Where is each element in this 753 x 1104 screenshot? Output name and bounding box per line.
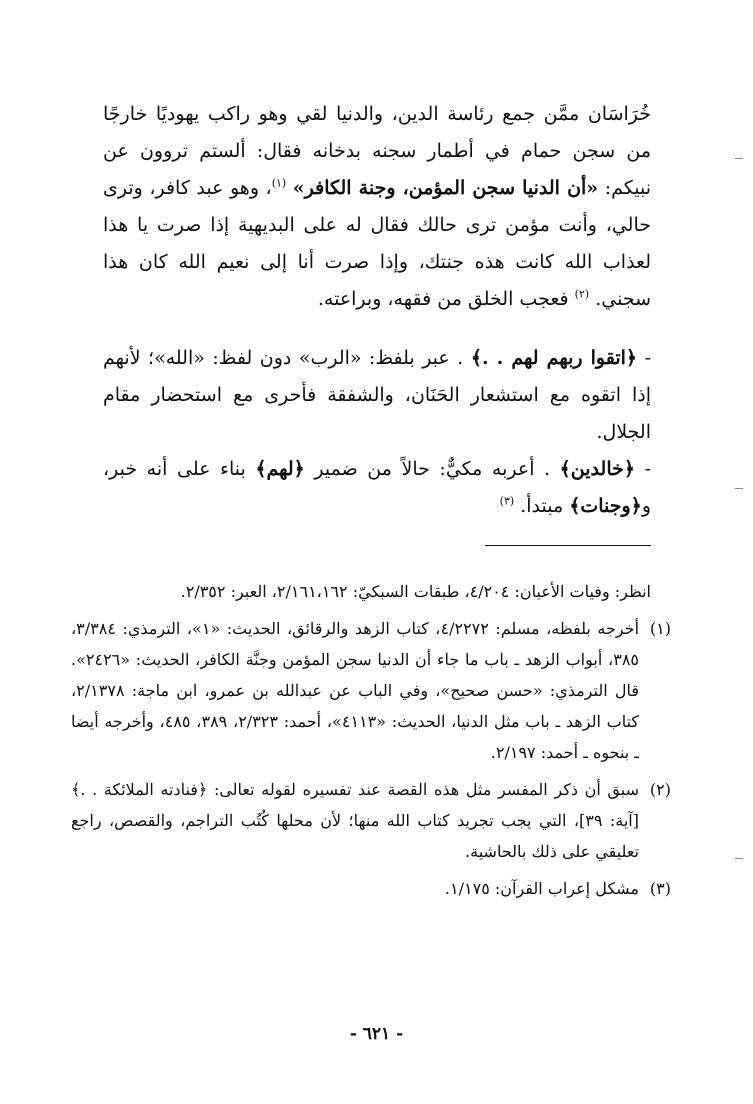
footnote-separator <box>485 545 651 546</box>
verse-quote: ﴿وجنات﴾ <box>569 495 642 517</box>
footnote-1 <box>71 613 671 768</box>
paragraph-story <box>103 96 651 318</box>
page-edge-mark <box>735 158 743 159</box>
footnote-number: (٢) <box>649 780 671 799</box>
footnote-intro: انظر: وفيات الأعيان: ٤/٢٠٤، طبقات السبكيّ: ٢/١٦١،١٦٢، العبر: ٢/٣٥٢. <box>180 582 651 601</box>
grammar-text: مبتدأ. <box>520 495 564 517</box>
paragraph-gap <box>103 318 651 340</box>
commentary-text: . عبر بلفظ: «الرب» دون لفظ: «الله»؛ لأنهم إذا اتقوه مع استشعار الحَنَان، والشفقة فأحرى مع استحضار مقام الجلال. <box>103 347 651 443</box>
verse-quote: ﴿لهم﴾ <box>255 458 305 480</box>
footnote-text: سبق أن ذكر المفسر مثل هذه القصة عند تفسيره لقوله تعالى: ﴿فنادته الملائكة . .﴾ [آية: ٣٩]، التي يجب تجريد كتاب الله منها؛ لأن محلها كُتُب التراجم، والقصص، راجع تعليقي على ذلك بالحاشية. <box>71 780 640 861</box>
footnote-ref-3: (٣) <box>499 494 515 508</box>
paragraph-grammar <box>103 451 651 525</box>
dash: - <box>637 347 651 369</box>
dash: - <box>635 458 651 480</box>
footnote-3 <box>71 873 671 904</box>
footnotes <box>71 576 671 910</box>
story-text: خُرَاسَان ممَّن جمع رئاسة الدين، والدنيا لقي وهو راكب يهوديًا خارجًا من سجن حمام في أطمار سجنه بدخانه فقال: ألستم تروون عن نبيكم: <box>103 103 652 199</box>
grammar-text: بناء على أنه خبر، و <box>103 458 651 517</box>
footnote-number: (٣) <box>649 879 671 898</box>
hadith-quote: «أن الدنيا سجن المؤمن، وجنة الكافر» <box>292 177 599 199</box>
page-edge-mark <box>735 488 743 489</box>
footnote-2 <box>71 774 671 867</box>
story-text-continued: ، وهو عبد كافر، وترى حالي، وأنت مؤمن ترى حالك فقال له على البديهية إذا صرت يا هذا لعذاب الله كانت هذه جنتك، وإذا صرت أنا إلى نعيم الله كان هذا سجني. <box>103 177 651 310</box>
paragraph-verse-commentary <box>103 340 651 451</box>
footnote-number: (١) <box>649 619 671 638</box>
verse-quote: ﴿خالدين﴾ <box>559 458 635 480</box>
footnote-text: أخرجه بلفظه، مسلم: ٤/٢٢٧٢، كتاب الزهد والرقائق، الحديث: «١»، الترمذي: ٣/٣٨٤، ٣٨٥، أبواب الزهد ـ باب ما جاء أن الدنيا سجن المؤمن وجنَّة الكافر، الحديث: «٢٤٢٦». قال الترمذي: «حسن صحيح»، وفي الباب عن عبدالله بن عمرو، ابن ماجة: ٢/١٣٧٨، كتاب الزهد ـ باب مثل الدنيا، الحديث: «٤١١٣»، أحمد: ٢/٣٢٣، ٣٨٩، ٤٨٥، وأخرجه أيضا ـ بنحوه ـ أحمد: ٢/١٩٧. <box>71 619 640 762</box>
footnote-text: مشكل إعراب القرآن: ١/١٧٥. <box>444 879 639 898</box>
page-number: - ٦٢١ - <box>349 1024 404 1044</box>
grammar-text: . أعربه مكيٌّ: حالاً من ضمير <box>304 458 551 480</box>
verse-quote: ﴿اتقوا ربهم لهم . .﴾ <box>470 347 638 369</box>
footnote-ref-2: (٢) <box>574 287 590 301</box>
main-text <box>103 96 651 525</box>
story-text-end: فعجب الخلق من فقهه، وبراعته. <box>317 288 575 310</box>
page-edge-mark <box>735 858 743 859</box>
footnote-ref-1: (١) <box>271 176 287 190</box>
